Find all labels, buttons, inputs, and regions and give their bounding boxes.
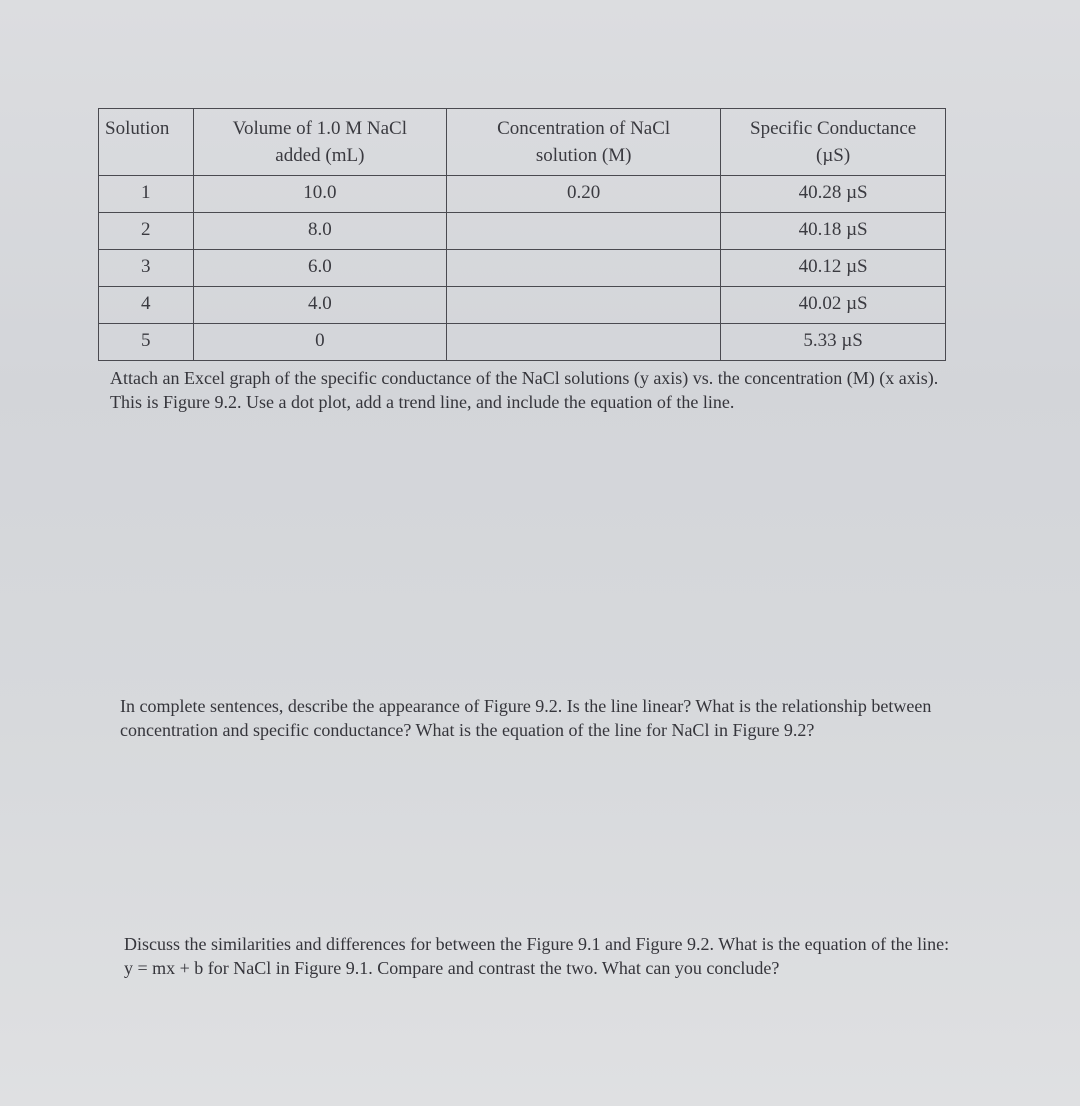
table-header-row [99,109,946,176]
cell-volume: 6.0 [193,250,447,287]
cell-solution: 5 [99,324,194,361]
cell-solution: 3 [99,250,194,287]
cell-solution: 4 [99,287,194,324]
table-row [99,176,946,213]
cell-volume: 0 [193,324,447,361]
table-row [99,324,946,361]
cell-volume: 8.0 [193,213,447,250]
header-volume-line1: Volume of 1.0 M NaCl [232,118,408,139]
header-conductance-line1: Specific Conductance [750,118,917,139]
cell-volume: 10.0 [193,176,447,213]
instruction-attach-graph: Attach an Excel graph of the specific conductance of the NaCl solutions (y axis) vs. the concentration (M) (x axis). This is Figure 9.2. Use a dot plot, add a trend line, and include the equation of the line. [110,368,939,412]
header-volume-line2: added (mL) [275,145,365,166]
header-solution-label: Solution [105,118,170,139]
data-table [98,108,946,361]
header-concentration-line2: solution (M) [535,145,632,166]
cell-volume: 4.0 [193,287,447,324]
cell-conductance: 40.12 µS [721,250,946,287]
cell-concentration[interactable] [447,213,721,250]
cell-conductance: 40.02 µS [721,287,946,324]
question-describe-figure: In complete sentences, describe the appearance of Figure 9.2. Is the line linear? What is the relationship between concentration and specific conductance? What is the equation of the line for NaCl in Figure 9.2? [120,696,932,740]
cell-concentration[interactable]: 0.20 [447,176,721,213]
header-conductance [721,109,946,176]
cell-conductance: 5.33 µS [721,324,946,361]
cell-concentration[interactable] [447,250,721,287]
table-row [99,250,946,287]
cell-conductance: 40.18 µS [721,213,946,250]
cell-concentration[interactable] [447,287,721,324]
header-conductance-line2: (µS) [816,145,851,166]
question-discuss-figures: Discuss the similarities and differences for between the Figure 9.1 and Figure 9.2. What is the equation of the line: y = mx + b for NaCl in Figure 9.1. Compare and contrast the two. What can you conclude? [124,934,950,978]
cell-solution: 1 [99,176,194,213]
table-row [99,213,946,250]
cell-conductance: 40.28 µS [721,176,946,213]
cell-concentration[interactable] [447,324,721,361]
cell-solution: 2 [99,213,194,250]
header-solution [99,109,194,176]
header-concentration-line1: Concentration of NaCl [497,118,671,139]
header-volume [193,109,447,176]
header-concentration [447,109,721,176]
table-row [99,287,946,324]
